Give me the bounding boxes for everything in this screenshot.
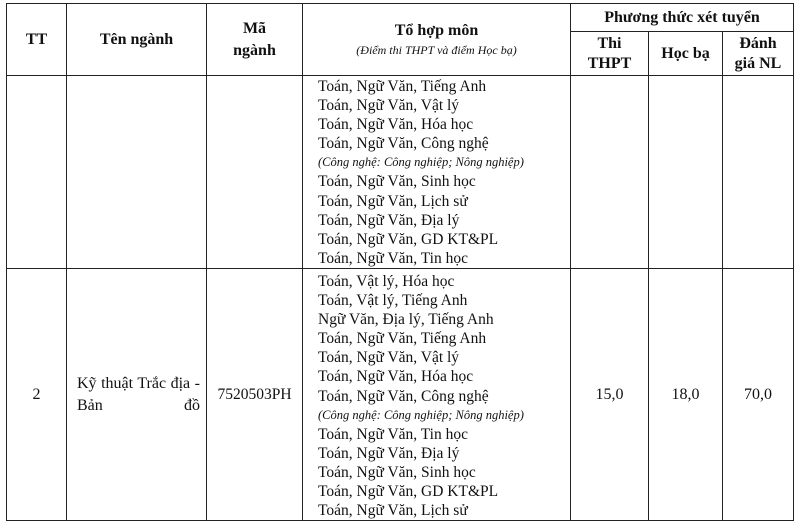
header-ten-nganh: Tên ngành	[67, 4, 207, 76]
combo-line: Toán, Ngữ Văn, Sinh học	[318, 173, 476, 191]
combo-line: Toán, Ngữ Văn, Lịch sử	[318, 502, 468, 520]
combo-line: Toán, Ngữ Văn, Vật lý	[318, 349, 460, 367]
row1-ma-nganh	[207, 76, 303, 269]
admission-table	[6, 3, 794, 521]
row1-ten-nganh	[67, 76, 207, 269]
combo-line: Toán, Ngữ Văn, Công nghệ	[318, 135, 489, 153]
combo-line: Toán, Ngữ Văn, GD KT&PL	[318, 230, 499, 248]
row1-danh-gia-nl	[723, 76, 794, 269]
combo-line: Toán, Ngữ Văn, Địa lý	[318, 444, 460, 462]
header-to-hop-mon	[303, 4, 571, 76]
row2-combos	[303, 268, 571, 520]
combo-line: Ngữ Văn, Địa lý, Tiếng Anh	[318, 311, 494, 329]
header-danh-gia-nl	[723, 32, 794, 76]
table-row	[7, 268, 794, 520]
header-thi-thpt	[571, 32, 649, 76]
combo-line: Toán, Ngữ Văn, Hóa học	[318, 116, 474, 134]
combo-line: Toán, Ngữ Văn, Tiếng Anh	[318, 78, 487, 95]
row2-danh-gia-nl: 70,0	[723, 268, 794, 520]
combo-line: Toán, Ngữ Văn, Tiếng Anh	[318, 330, 487, 348]
combo-line: Toán, Ngữ Văn, Công nghệ	[318, 387, 489, 405]
row2-ten-nganh: Kỹ thuật Trắc địa - Bản đồ	[67, 268, 207, 520]
table-row	[7, 76, 794, 269]
combo-line: Toán, Ngữ Văn, GD KT&PL	[318, 482, 499, 500]
row1-tt	[7, 76, 67, 269]
header-phuong-thuc: Phương thức xét tuyển	[571, 4, 794, 32]
row1-combos	[303, 76, 571, 269]
header-to-hop-mon-title: Tổ hợp môn	[394, 21, 479, 39]
combo-line: Toán, Ngữ Văn, Địa lý	[318, 211, 460, 229]
combo-line: Toán, Ngữ Văn, Tin học	[318, 425, 468, 443]
row2-hoc-ba: 18,0	[649, 268, 723, 520]
header-to-hop-note: (Điểm thi THPT và điểm Học bạ)	[356, 42, 517, 57]
combo-line: Toán, Vật lý, Tiếng Anh	[318, 292, 468, 310]
combo-line: Toán, Ngữ Văn, Sinh học	[318, 463, 476, 481]
combo-note: (Công nghệ: Công nghiệp; Nông nghiệp)	[318, 155, 524, 170]
header-hoc-ba: Học bạ	[649, 32, 723, 76]
row1-thi-thpt	[571, 76, 649, 269]
combo-line: Toán, Ngữ Văn, Lịch sử	[318, 192, 468, 210]
header-ma-nganh-text: Mã ngành	[233, 19, 276, 59]
combo-line: Toán, Ngữ Văn, Vật lý	[318, 97, 460, 115]
header-ma-nganh	[207, 4, 303, 76]
header-thi-thpt-text: Thi THPT	[587, 34, 632, 72]
combo-line: Toán, Vật lý, Hóa học	[318, 272, 455, 290]
row1-hoc-ba	[649, 76, 723, 269]
header-danh-gia-nl-text: Đánh giá NL	[734, 34, 782, 72]
combo-line: Toán, Ngữ Văn, Tin học	[318, 249, 468, 267]
header-tt: TT	[7, 4, 67, 76]
row2-thi-thpt: 15,0	[571, 268, 649, 520]
row2-ma-nganh: 7520503PH	[207, 268, 303, 520]
combo-line: Toán, Ngữ Văn, Hóa học	[318, 368, 474, 386]
combo-note: (Công nghệ: Công nghiệp; Nông nghiệp)	[318, 407, 524, 422]
row2-tt: 2	[7, 268, 67, 520]
